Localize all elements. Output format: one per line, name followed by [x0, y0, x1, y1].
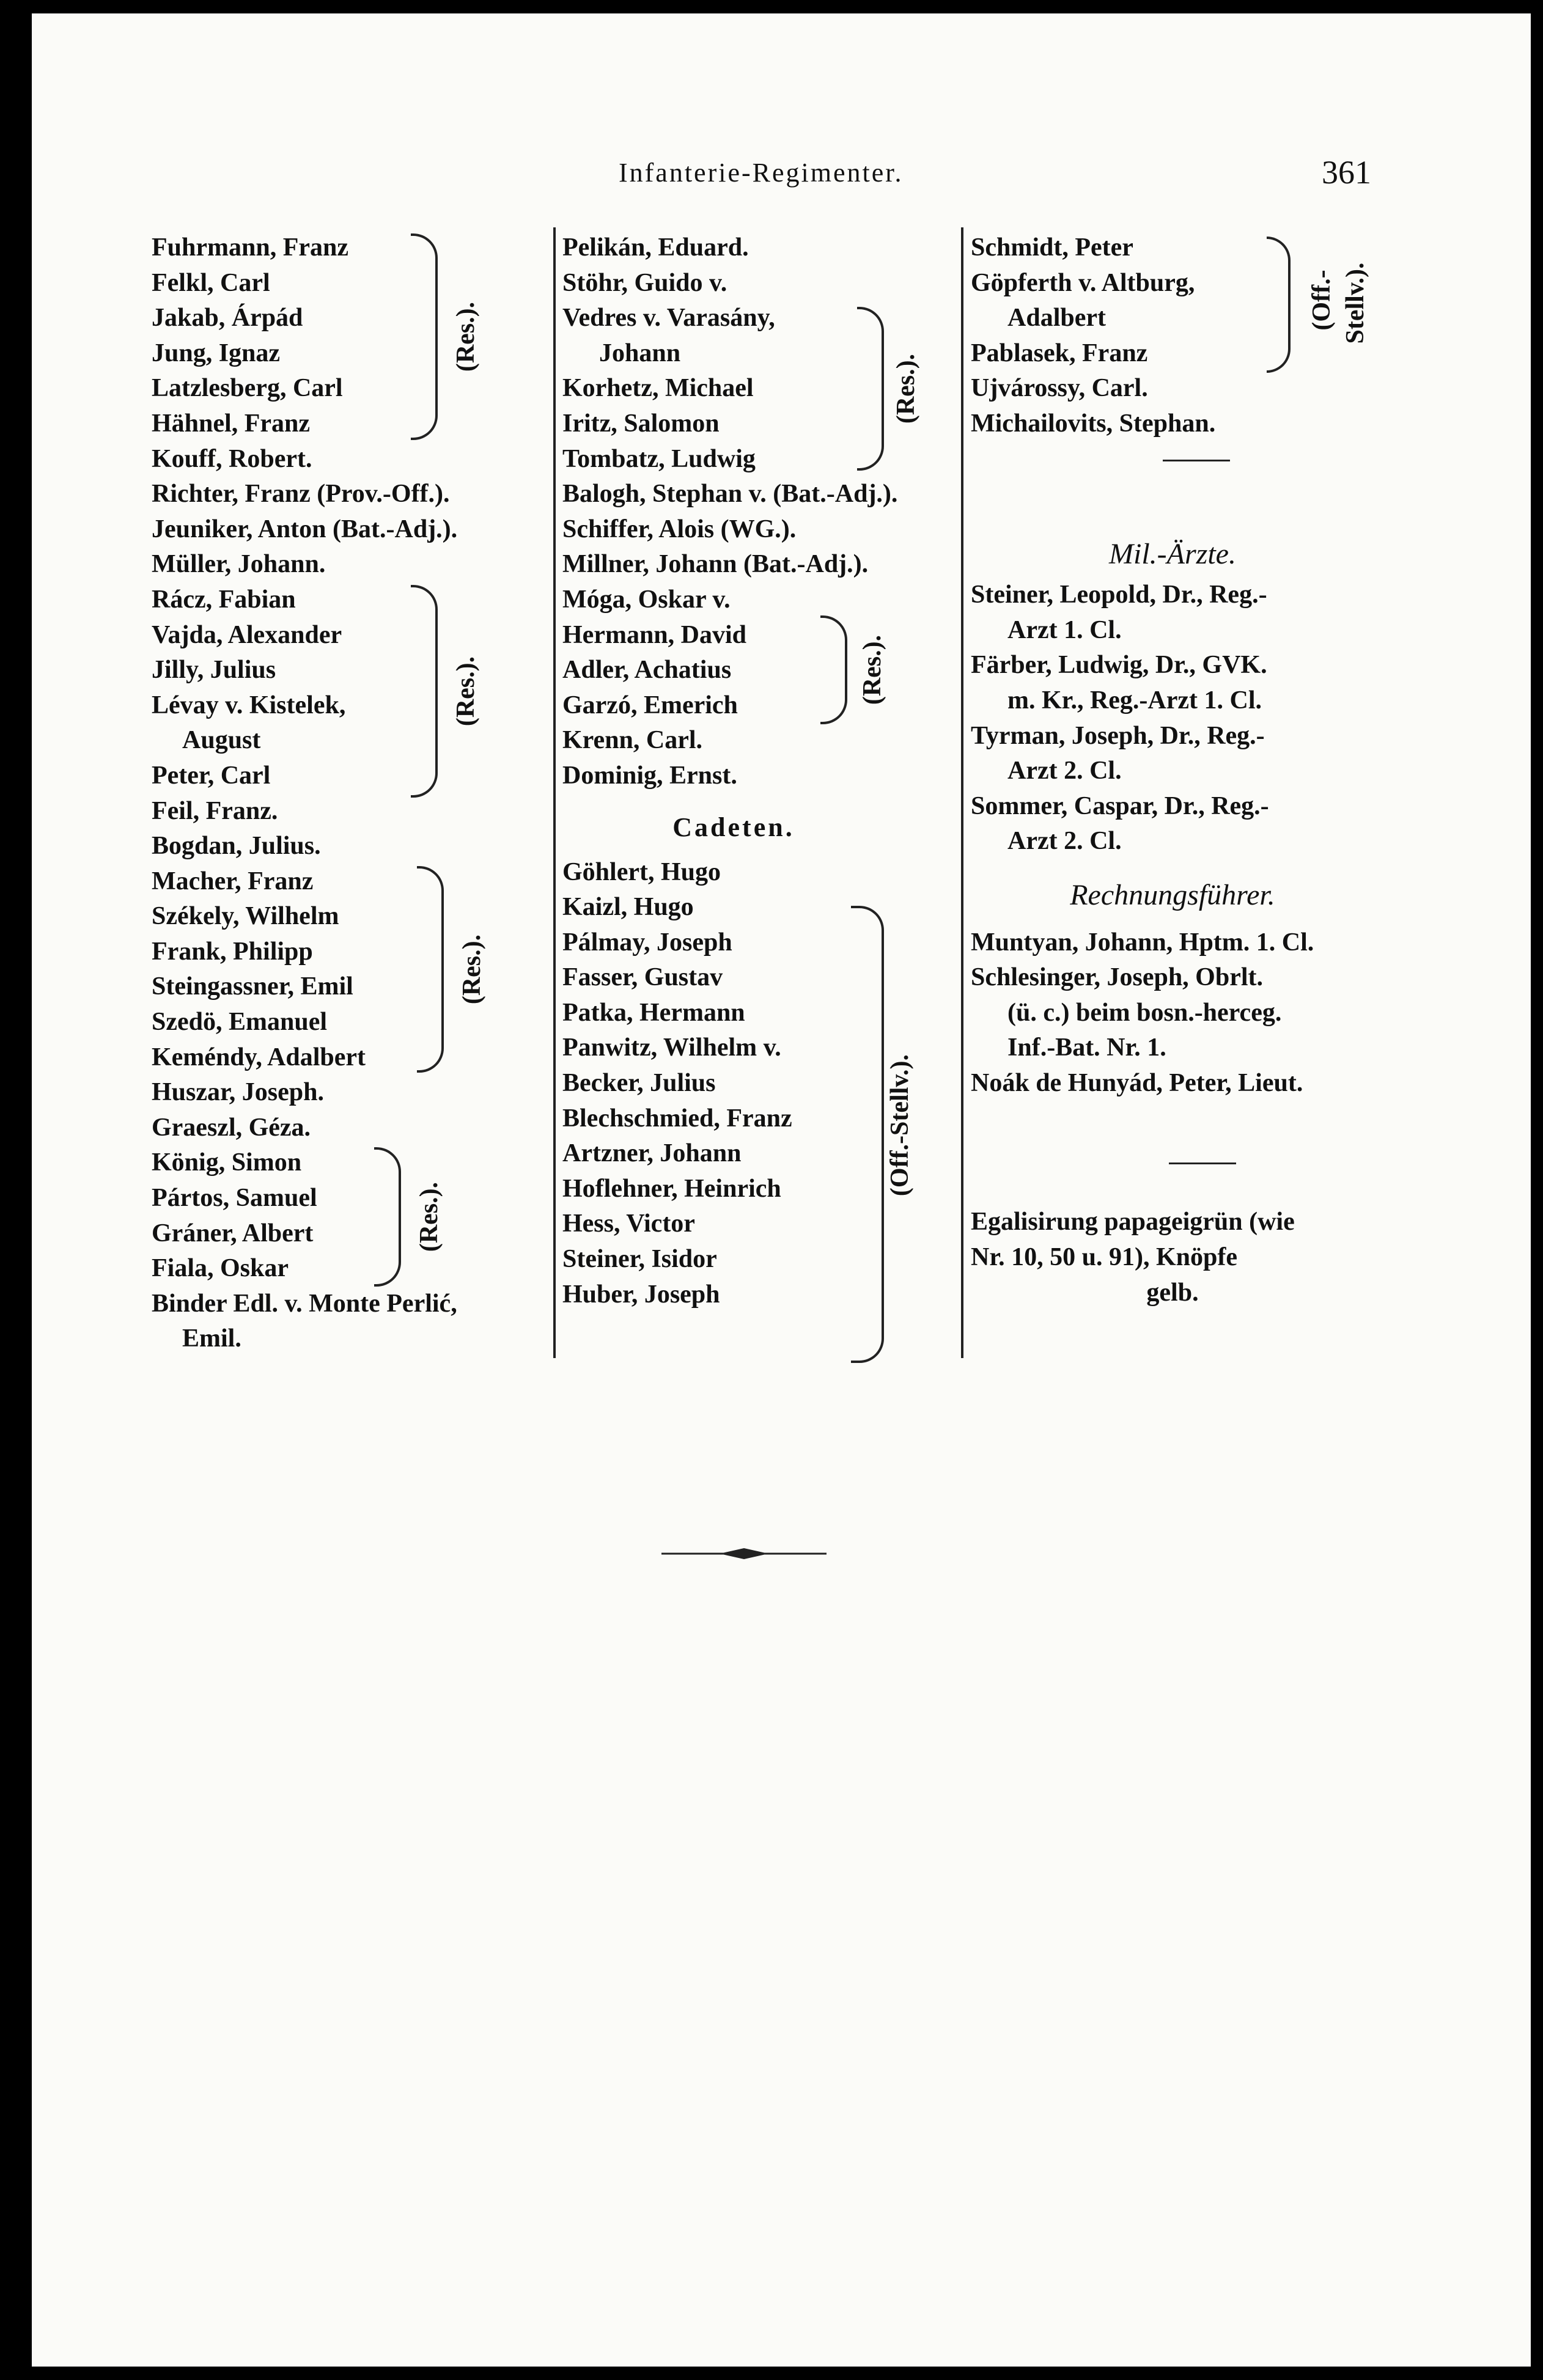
- list-item: Balogh, Stephan v. (Bat.-Adj.).: [562, 480, 898, 509]
- list-item: Hoflehner, Heinrich: [562, 1174, 781, 1203]
- list-item: Pablasek, Franz: [971, 339, 1148, 367]
- list-item: Stöhr, Guido v.: [562, 268, 727, 297]
- list-item: Artzner, Johann: [562, 1139, 742, 1168]
- list-item: Hermann, David: [562, 620, 747, 649]
- list-item: Binder Edl. v. Monte Perlić,: [152, 1289, 457, 1318]
- section-heading-rechnungsfuehrer: Rechnungsführer.: [1070, 878, 1275, 911]
- column-divider: [961, 227, 963, 1358]
- list-item: Tyrman, Joseph, Dr., Reg.-: [971, 721, 1265, 750]
- list-item: Lévay v. Kistelek,: [152, 691, 346, 719]
- list-item: Bogdan, Julius.: [152, 832, 321, 861]
- list-item: Arzt 1. Cl.: [1007, 615, 1122, 644]
- list-item: Hähnel, Franz: [152, 409, 310, 438]
- brace: [417, 866, 444, 1073]
- list-item: Huber, Joseph: [562, 1280, 720, 1309]
- off-stellv-label: (Off.-Stellv.).: [886, 1054, 914, 1197]
- list-item: Pálmay, Joseph: [562, 928, 732, 957]
- res-label: (Res.).: [452, 301, 480, 372]
- list-item: Millner, Johann (Bat.-Adj.).: [562, 550, 869, 579]
- list-item: August: [182, 726, 261, 755]
- list-item: Frank, Philipp: [152, 937, 313, 966]
- list-item: Göhlert, Hugo: [562, 858, 721, 886]
- list-item: Müller, Johann.: [152, 550, 326, 579]
- brace: [374, 1147, 401, 1287]
- off-stellv-label: (Off.-: [1308, 270, 1336, 331]
- list-item: Fuhrmann, Franz: [152, 233, 349, 262]
- note-line: Nr. 10, 50 u. 91), Knöpfe: [971, 1243, 1237, 1272]
- res-label: (Res.).: [892, 353, 920, 424]
- list-item: Sommer, Caspar, Dr., Reg.-: [971, 791, 1269, 820]
- list-item: Iritz, Salomon: [562, 409, 720, 438]
- list-item: Fiala, Oskar: [152, 1254, 289, 1283]
- column-2: [562, 230, 996, 1312]
- list-item: Jilly, Julius: [152, 656, 276, 685]
- list-item: Korhetz, Michael: [562, 374, 754, 403]
- list-item: Adalbert: [1007, 304, 1106, 332]
- note-line: gelb.: [1146, 1278, 1199, 1307]
- list-item: Göpferth v. Altburg,: [971, 268, 1195, 297]
- page-header: [32, 154, 1531, 206]
- section-heading-mil-aerzte: Mil.-Ärzte.: [1109, 537, 1236, 570]
- list-item: Muntyan, Johann, Hptm. 1. Cl.: [971, 928, 1314, 957]
- list-item: Färber, Ludwig, Dr., GVK.: [971, 651, 1267, 680]
- list-item: Krenn, Carl.: [562, 726, 703, 755]
- column-divider: [553, 227, 556, 1358]
- list-item: Tombatz, Ludwig: [562, 444, 756, 473]
- list-item: Fasser, Gustav: [562, 963, 723, 992]
- list-item: Székely, Wilhelm: [152, 902, 339, 931]
- list-item: Rácz, Fabian: [152, 585, 296, 614]
- brace: [411, 585, 438, 798]
- list-item: Johann: [599, 339, 681, 367]
- list-item: Blechschmied, Franz: [562, 1104, 792, 1133]
- column-1: [152, 230, 580, 1357]
- separator: [1169, 1162, 1236, 1164]
- list-item: (ü. c.) beim bosn.-herceg.: [1007, 998, 1282, 1027]
- list-item: Kaizl, Hugo: [562, 893, 694, 922]
- list-item: Gráner, Albert: [152, 1219, 314, 1247]
- section-heading-cadeten: Cadeten.: [672, 812, 795, 842]
- res-label: (Res.).: [452, 656, 480, 727]
- book-page: [32, 13, 1531, 2367]
- list-item: Arzt 2. Cl.: [1007, 757, 1122, 785]
- note-line: Egalisirung papageigrün (wie: [971, 1208, 1295, 1236]
- list-item: Noák de Hunyád, Peter, Lieut.: [971, 1068, 1303, 1097]
- list-item: Peter, Carl: [152, 761, 271, 790]
- list-item: Adler, Achatius: [562, 656, 732, 685]
- list-item: König, Simon: [152, 1148, 302, 1177]
- list-item: Szedö, Emanuel: [152, 1008, 328, 1037]
- list-item: Jung, Ignaz: [152, 339, 281, 367]
- list-item: Steiner, Leopold, Dr., Reg.-: [971, 581, 1267, 609]
- column-3: [971, 230, 1435, 1310]
- list-item: Ujvárossy, Carl.: [971, 374, 1148, 403]
- list-item: Richter, Franz (Prov.-Off.).: [152, 480, 450, 509]
- list-item: Schlesinger, Joseph, Obrlt.: [971, 963, 1263, 992]
- separator: [1163, 460, 1230, 461]
- list-item: Inf.-Bat. Nr. 1.: [1007, 1034, 1166, 1062]
- list-item: Jakab, Árpád: [152, 304, 303, 332]
- page-number: 361: [1322, 154, 1371, 191]
- list-item: Huszar, Joseph.: [152, 1078, 325, 1107]
- list-item: Schmidt, Peter: [971, 233, 1133, 262]
- list-item: Graeszl, Géza.: [152, 1113, 311, 1142]
- brace: [411, 233, 438, 440]
- list-item: Latzlesberg, Carl: [152, 374, 343, 403]
- list-item: Emil.: [182, 1324, 241, 1353]
- list-item: Michailovits, Stephan.: [971, 409, 1216, 438]
- list-item: Becker, Julius: [562, 1069, 716, 1098]
- list-item: Garzó, Emerich: [562, 691, 738, 719]
- list-item: Steingassner, Emil: [152, 972, 353, 1001]
- list-item: Kouff, Robert.: [152, 444, 312, 473]
- brace: [1267, 237, 1291, 373]
- brace: [851, 906, 884, 1363]
- list-item: Jeuniker, Anton (Bat.-Adj.).: [152, 515, 458, 543]
- list-item: Pelikán, Eduard.: [562, 233, 749, 262]
- list-item: Hess, Victor: [562, 1210, 695, 1238]
- res-label: (Res.).: [415, 1181, 443, 1252]
- list-item: Steiner, Isidor: [562, 1245, 717, 1274]
- list-item: Móga, Oskar v.: [562, 585, 731, 614]
- list-item: Vajda, Alexander: [152, 620, 342, 649]
- off-stellv-label: Stellv.).: [1341, 262, 1369, 344]
- list-item: Arzt 2. Cl.: [1007, 827, 1122, 856]
- list-item: Panwitz, Wilhelm v.: [562, 1034, 781, 1062]
- brace: [820, 615, 847, 724]
- brace: [857, 307, 884, 471]
- list-item: Vedres v. Varasány,: [562, 304, 775, 332]
- list-item: Patka, Hermann: [562, 998, 745, 1027]
- list-item: Macher, Franz: [152, 867, 314, 895]
- list-item: Feil, Franz.: [152, 796, 278, 825]
- res-label: (Res.).: [458, 934, 486, 1005]
- list-item: Pártos, Samuel: [152, 1184, 317, 1213]
- list-item: m. Kr., Reg.-Arzt 1. Cl.: [1007, 686, 1262, 714]
- running-title: Infanterie-Regimenter.: [619, 158, 904, 188]
- list-item: Schiffer, Alois (WG.).: [562, 515, 797, 543]
- ornament-divider: [661, 1544, 827, 1563]
- list-item: Felkl, Carl: [152, 268, 270, 297]
- list-item: Dominig, Ernst.: [562, 761, 737, 790]
- list-item: Keméndy, Adalbert: [152, 1043, 366, 1071]
- res-label: (Res.).: [858, 634, 886, 705]
